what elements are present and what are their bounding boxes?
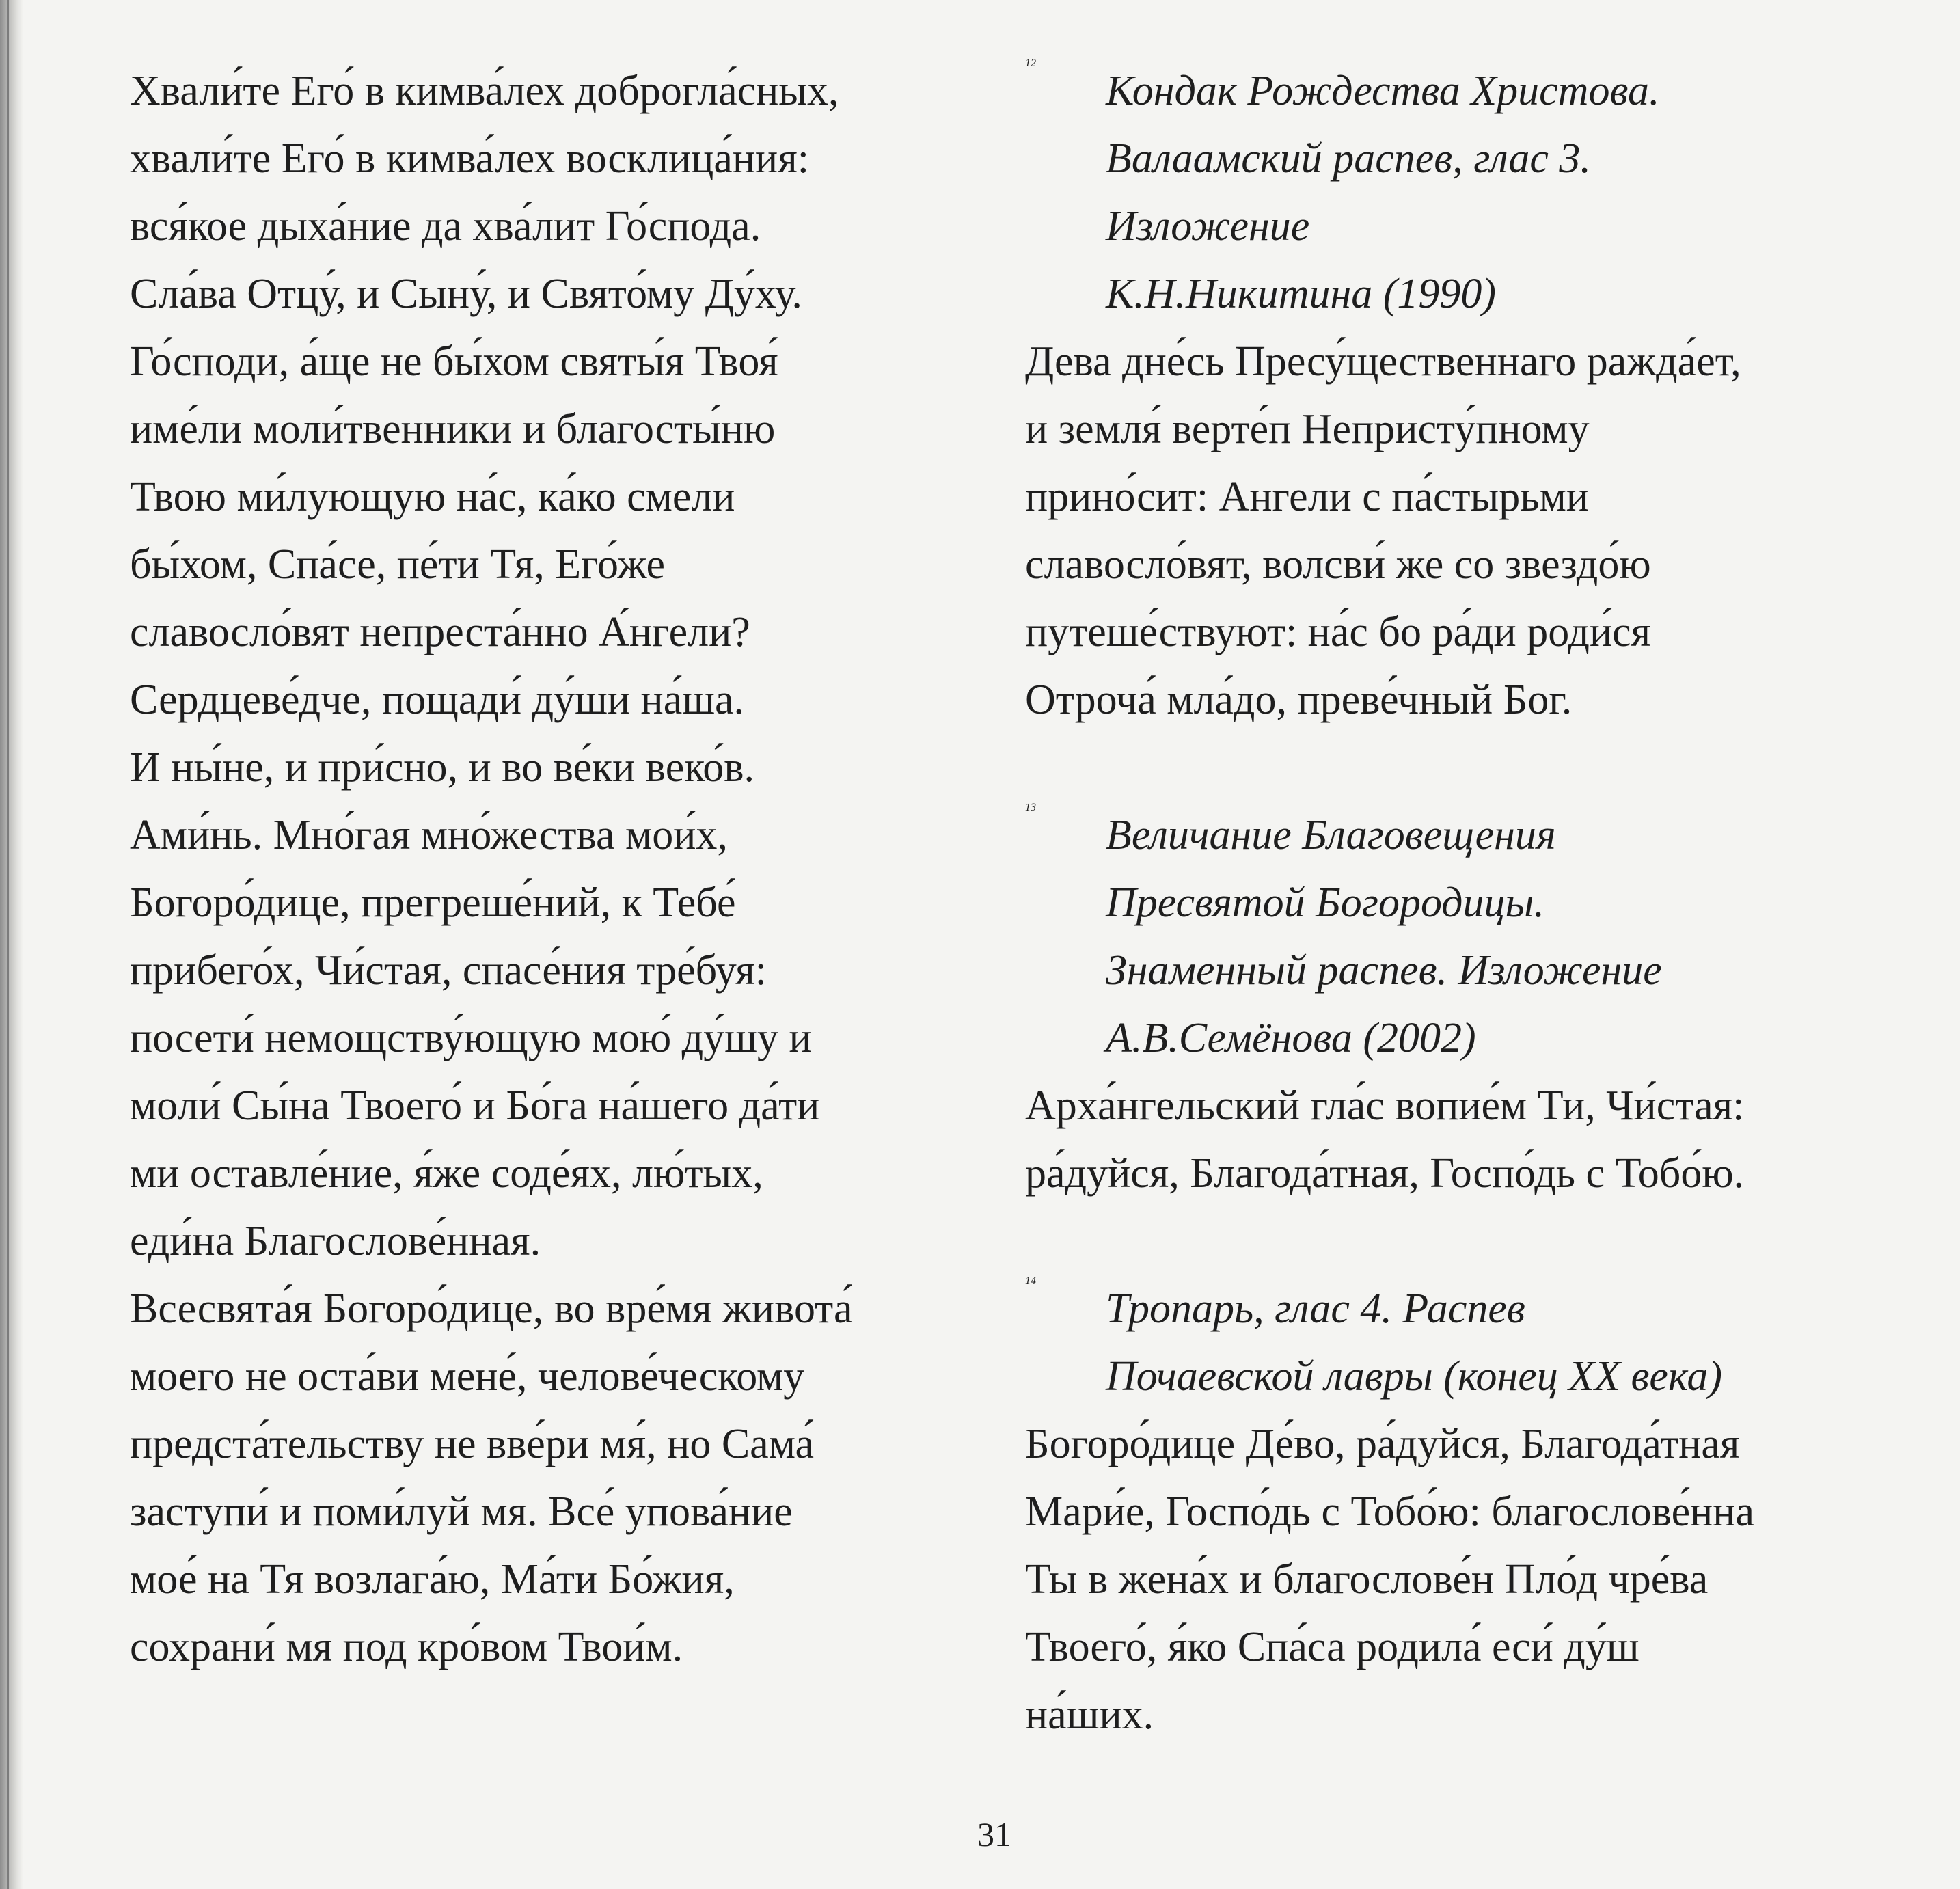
text-line: име́ли моли́твенники и благосты́ню — [130, 406, 776, 452]
track-number: 12 — [1025, 57, 1036, 69]
text-line: на́ших. — [1025, 1691, 1154, 1738]
heading-line: Тропарь, глас 4. Распев — [1106, 1286, 1525, 1332]
left-text-column — [130, 57, 991, 1681]
heading-line: Изложение — [1106, 203, 1310, 249]
text-line: Сердцеве́дче, пощади́ ду́ши на́ша. — [130, 677, 744, 723]
text-line: Ты в жена́х и благослове́н Пло́д чре́ва — [1025, 1556, 1709, 1603]
text-line: сохрани́ мя под кро́вом Твои́м. — [130, 1624, 683, 1670]
track-heading — [1025, 57, 1914, 328]
text-line: Твою ми́лующую на́с, ка́ко смели — [130, 474, 735, 520]
heading-line: К.Н.Никитина (1990) — [1106, 271, 1497, 317]
section-gap — [1025, 1208, 1914, 1275]
text-line: Мари́е, Госпо́дь с Тобо́ю: благослове́нна — [1025, 1489, 1754, 1535]
text-line: Богоро́дице Де́во, ра́дуйся, Благода́тная — [1025, 1421, 1740, 1467]
text-line: Отроча́ мла́до, преве́чный Бог. — [1025, 677, 1573, 723]
text-line: мое́ на Тя возлага́ю, Ма́ти Бо́жия, — [130, 1556, 735, 1603]
text-line: Дева дне́сь Пресу́щественнаго ражда́ет, — [1025, 338, 1741, 385]
text-line: бы́хом, Спа́се, пе́ти Тя, Его́же — [130, 541, 665, 588]
text-line: Сла́ва Отцу́, и Сыну́, и Свято́му Ду́ху. — [130, 271, 802, 317]
text-line: Богоро́дице, прегреше́ний, к Тебе́ — [130, 880, 736, 926]
text-line: Го́споди, а́ще не бы́хом святы́я Твоя́ — [130, 338, 778, 385]
track-heading — [1025, 802, 1914, 1072]
text-line: и земля́ верте́п Непристу́пному — [1025, 406, 1590, 452]
text-line: славосло́вят непреста́нно А́нгели? — [130, 609, 750, 655]
text-line: славосло́вят, волсви́ же со звездо́ю — [1025, 541, 1651, 588]
track-number: 14 — [1025, 1275, 1036, 1287]
track-section-12 — [1025, 57, 1914, 734]
track-section-13 — [1025, 802, 1914, 1208]
text-line: И ны́не, и при́сно, и во ве́ки веко́в. — [130, 744, 754, 791]
text-line: Ами́нь. Мно́гая мно́жества мои́х, — [130, 812, 728, 858]
track-number: 13 — [1025, 802, 1036, 813]
text-line: Всесвята́я Богоро́дице, во вре́мя живота́ — [130, 1286, 853, 1332]
book-spine-edge — [0, 0, 23, 1889]
heading-line: Пресвятой Богородицы. — [1106, 880, 1544, 926]
page-number: 31 — [977, 1815, 1011, 1853]
section-gap — [1025, 734, 1914, 802]
heading-line: А.В.Семёнова (2002) — [1106, 1015, 1476, 1061]
text-line: путеше́ствуют: на́с бо ра́ди роди́ся — [1025, 609, 1651, 655]
text-line: моли́ Сы́на Твоего́ и Бо́га на́шего да́ти — [130, 1083, 820, 1129]
text-line: предста́тельству не вве́ри мя́, но Сама́ — [130, 1421, 815, 1467]
text-line: хвали́те Его́ в кимва́лех восклица́ния: — [130, 135, 809, 182]
heading-line: Валаамский распев, глас 3. — [1106, 135, 1591, 182]
heading-line: Величание Благовещения — [1106, 812, 1556, 858]
heading-line: Почаевской лавры (конец XX века) — [1106, 1353, 1723, 1400]
text-line: прино́сит: Ангели с па́стырьми — [1025, 474, 1589, 520]
heading-line: Кондак Рождества Христова. — [1106, 68, 1660, 114]
text-line: прибего́х, Чи́стая, спасе́ния тре́буя: — [130, 947, 767, 994]
right-text-column — [1025, 57, 1914, 1749]
text-line: ра́дуйся, Благода́тная, Госпо́дь с Тобо́ю. — [1025, 1150, 1745, 1197]
text-line: Твоего́, я́ко Спа́са родила́ еси́ ду́ш — [1025, 1624, 1639, 1670]
text-line: Арха́нгельский гла́с вопие́м Ти, Чи́стая: — [1025, 1083, 1745, 1129]
text-line: Хвали́те Его́ в кимва́лех доброгла́сных, — [130, 68, 839, 114]
text-line: ми оставле́ние, я́же соде́ях, лю́тых, — [130, 1150, 763, 1197]
text-line: посети́ немощству́ющую мою́ ду́шу и — [130, 1015, 812, 1061]
text-line: еди́на Благослове́нная. — [130, 1218, 541, 1264]
track-heading — [1025, 1275, 1914, 1411]
heading-line: Знаменный распев. Изложение — [1106, 947, 1662, 994]
text-line: моего не оста́ви мене́, челове́ческому — [130, 1353, 805, 1400]
track-section-14 — [1025, 1275, 1914, 1749]
text-line: заступи́ и поми́луй мя. Все́ упова́ние — [130, 1489, 793, 1535]
text-line: вся́кое дыха́ние да хва́лит Го́спода. — [130, 203, 761, 249]
